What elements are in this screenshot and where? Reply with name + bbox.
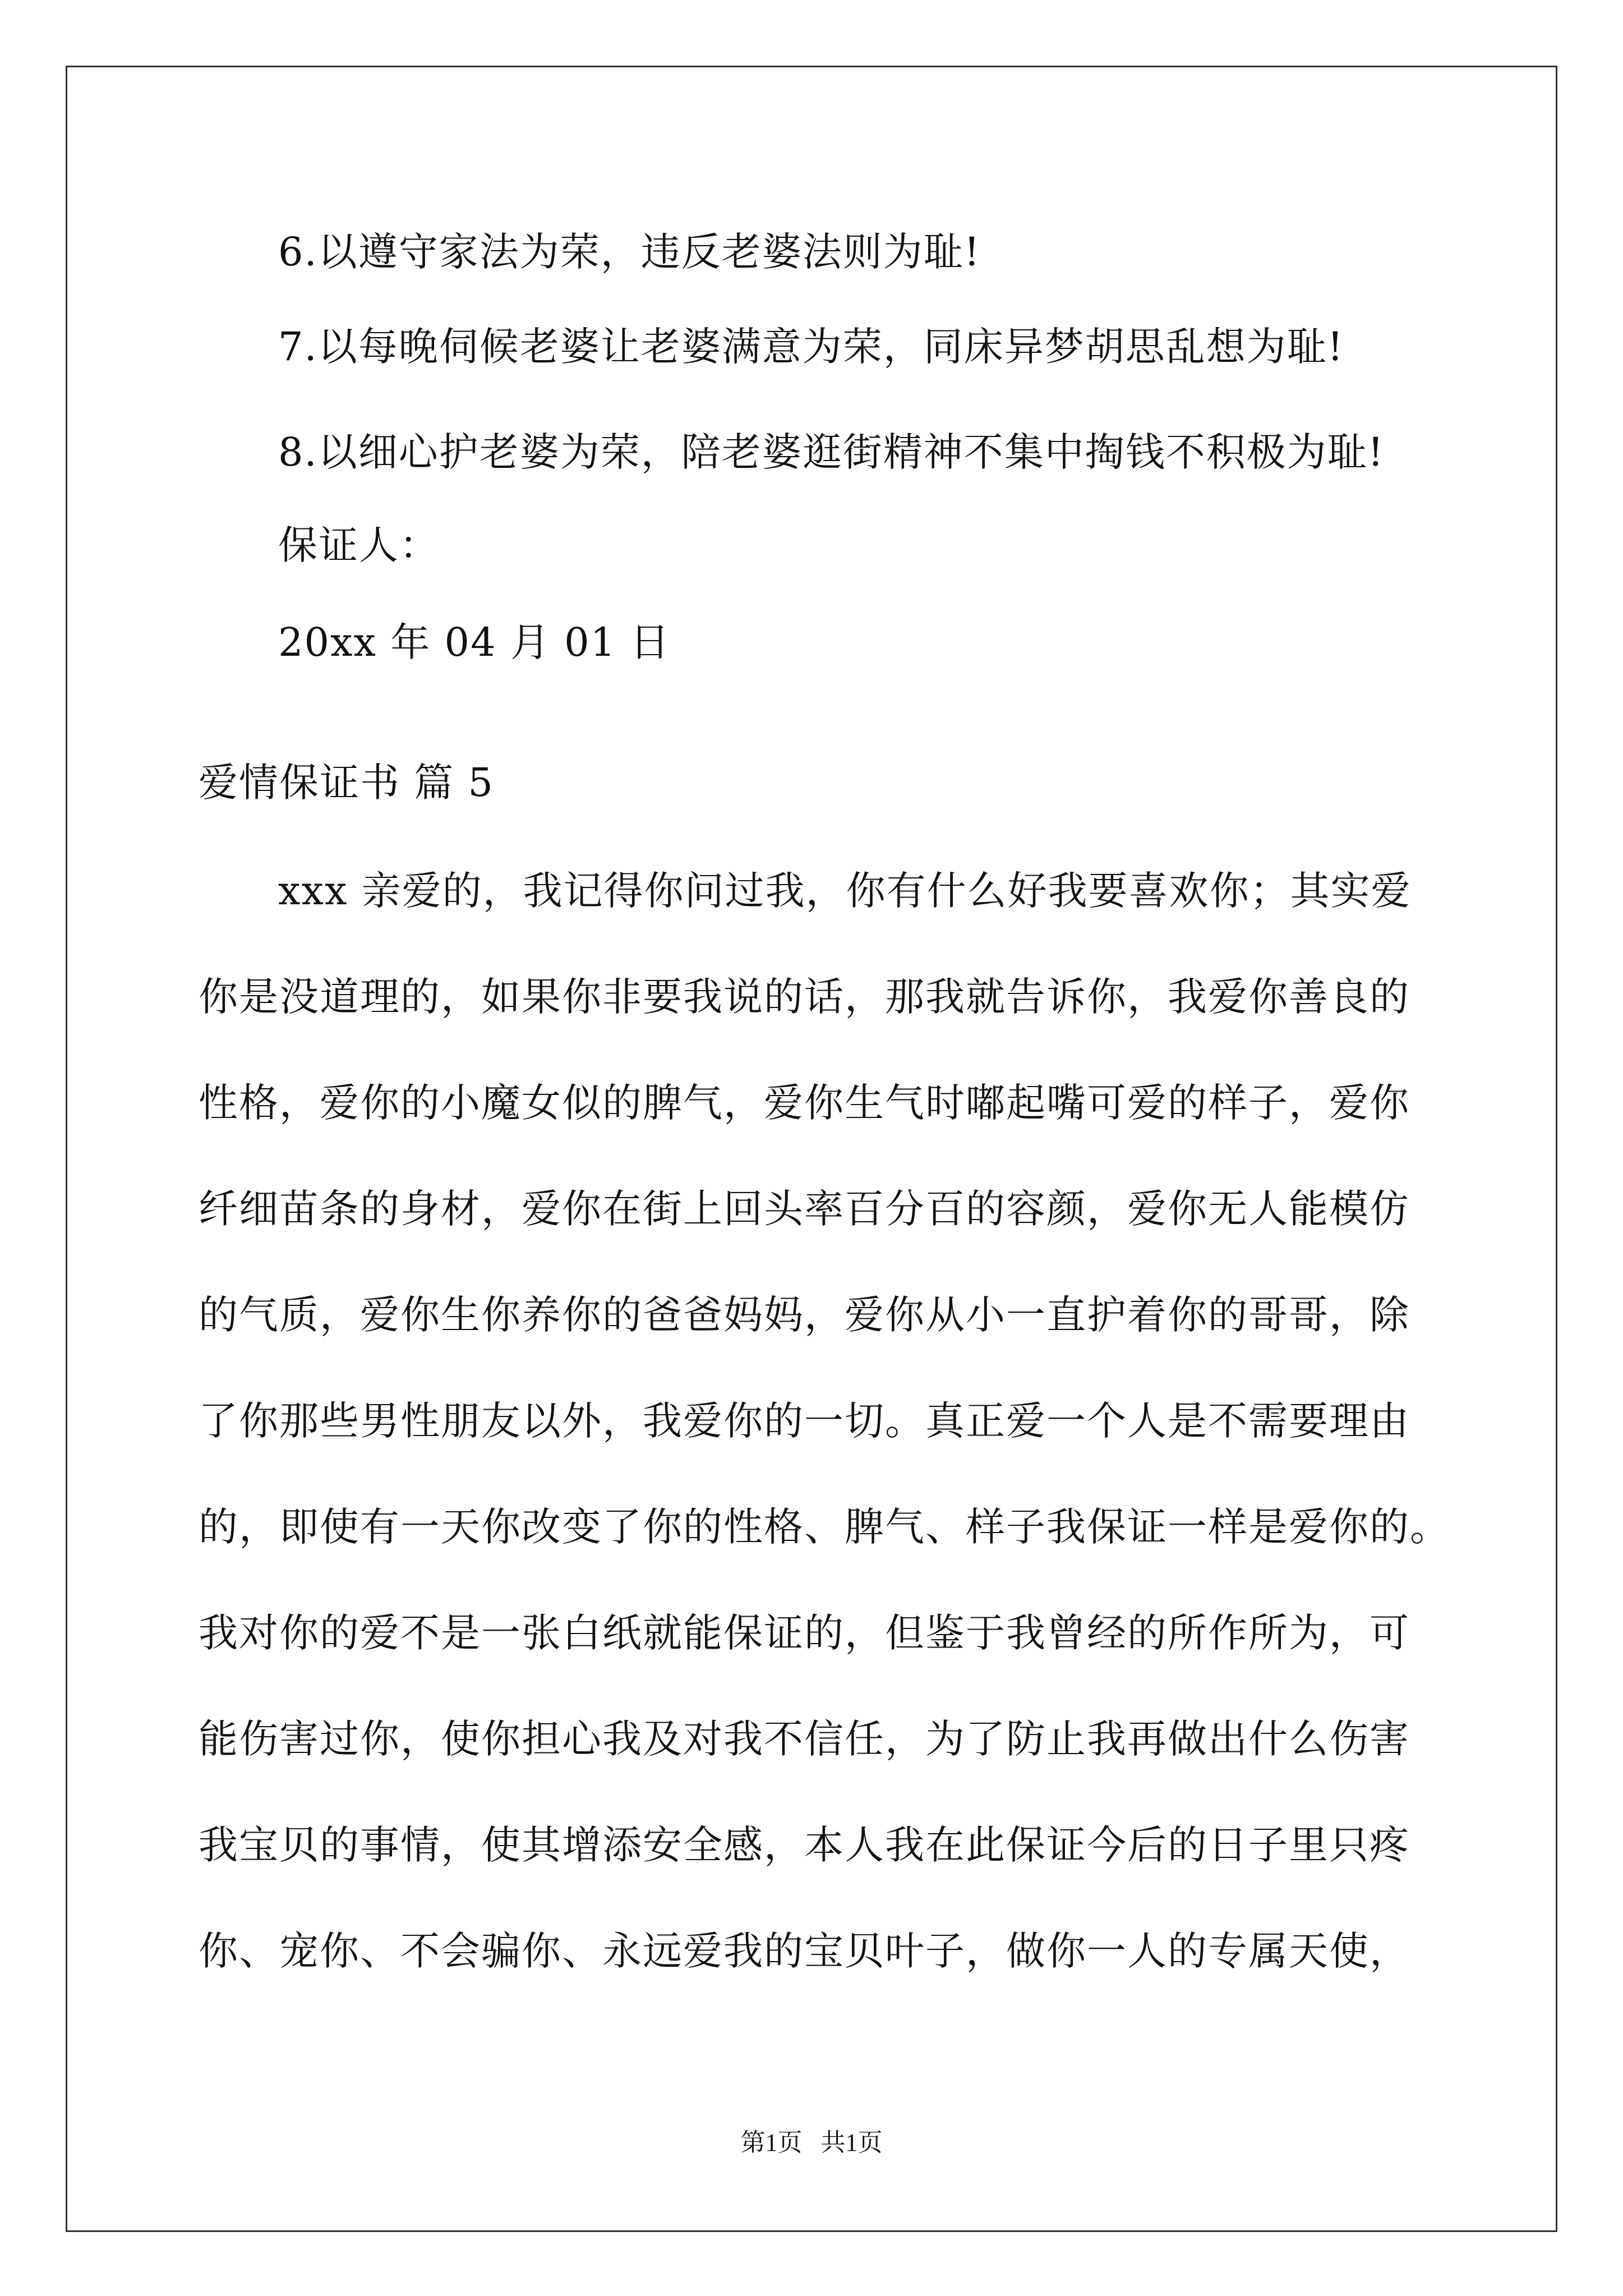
body-line: 能伤害过你，使你担心我及对我不信任，为了防止我再做出什么伤害 bbox=[199, 1716, 1410, 1762]
section-heading: 爱情保证书 篇 5 bbox=[199, 760, 495, 806]
body-line: 的气质，爱你生你养你的爸爸妈妈，爱你从小一直护着你的哥哥，除 bbox=[199, 1292, 1410, 1338]
date-line: 20xx 年 04 月 01 日 bbox=[278, 619, 671, 665]
list-item-6: 6.以遵守家法为荣，违反老婆法则为耻! bbox=[278, 229, 981, 275]
list-item-7: 7.以每晚伺候老婆让老婆满意为荣，同床异梦胡思乱想为耻! bbox=[278, 324, 1344, 370]
body-line: 我对你的爱不是一张白纸就能保证的，但鉴于我曾经的所作所为，可 bbox=[199, 1610, 1410, 1656]
page-footer: 第1页 共1页 bbox=[740, 2129, 883, 2156]
page-border bbox=[66, 66, 1557, 2232]
body-line: 了你那些男性朋友以外，我爱你的一切。真正爱一个人是不需要理由 bbox=[199, 1398, 1410, 1444]
body-line: xxx 亲爱的，我记得你问过我，你有什么好我要喜欢你；其实爱 bbox=[278, 868, 1412, 914]
body-line: 纤细苗条的身材，爱你在街上回头率百分百的容颜，爱你无人能模仿 bbox=[199, 1186, 1410, 1232]
guarantor-label: 保证人： bbox=[278, 522, 440, 568]
body-line: 你是没道理的，如果你非要我说的话，那我就告诉你，我爱你善良的 bbox=[199, 974, 1410, 1020]
list-item-8: 8.以细心护老婆为荣，陪老婆逛街精神不集中掏钱不积极为耻! bbox=[278, 429, 1385, 475]
body-line: 的，即使有一天你改变了你的性格、脾气、样子我保证一样是爱你的。 bbox=[199, 1504, 1450, 1550]
body-line: 你、宠你、不会骗你、永远爱我的宝贝叶子，做你一人的专属天使， bbox=[199, 1928, 1410, 1974]
body-line: 我宝贝的事情，使其增添安全感，本人我在此保证今后的日子里只疼 bbox=[199, 1822, 1410, 1868]
body-line: 性格，爱你的小魔女似的脾气，爱你生气时嘟起嘴可爱的样子，爱你 bbox=[199, 1080, 1410, 1126]
